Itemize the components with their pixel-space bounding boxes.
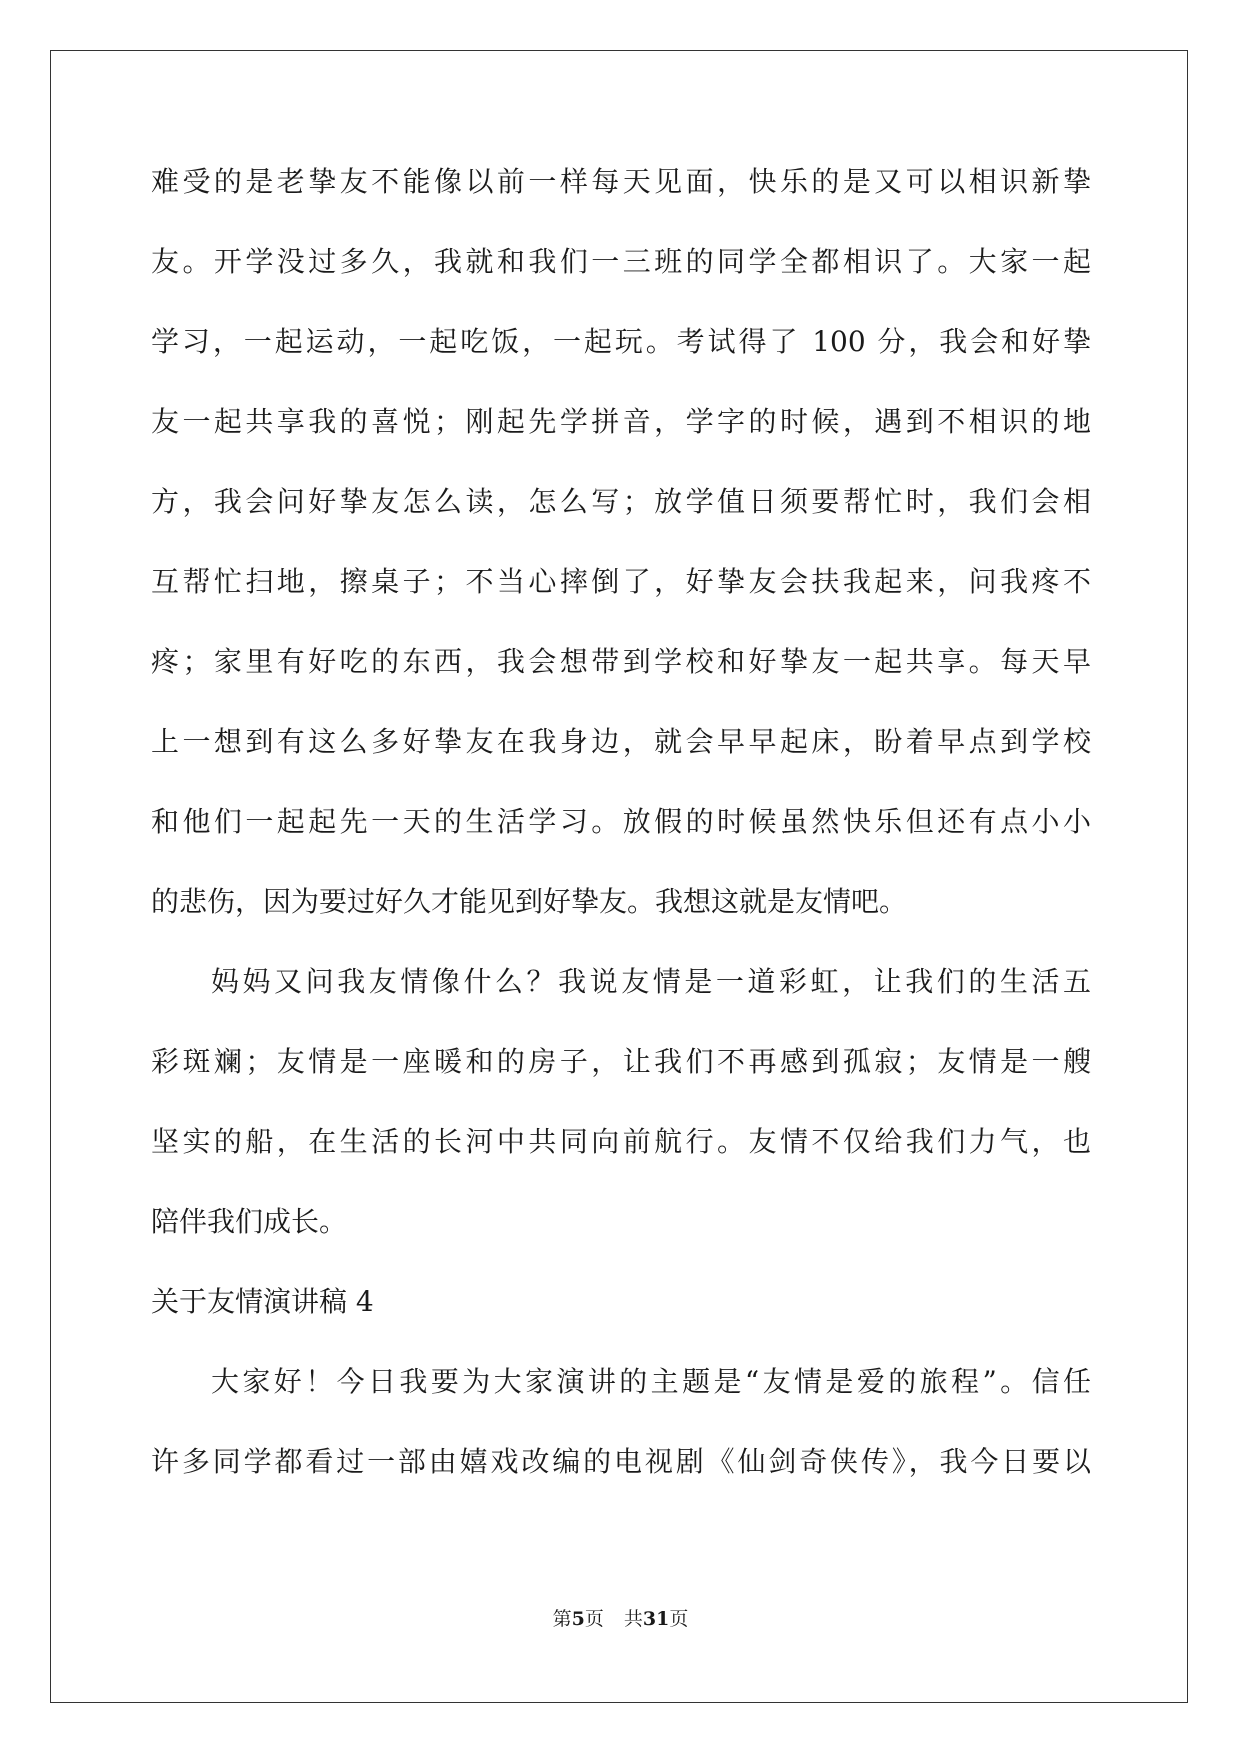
footer-total-prefix: 共: [623, 1608, 643, 1630]
footer-page-suffix: 页: [584, 1608, 604, 1630]
text-line: 的悲伤，因为要过好久才能见到好挚友。我想这就是友情吧。: [151, 885, 908, 918]
footer-total-suffix: 页: [669, 1608, 689, 1630]
section-heading: 关于友情演讲稿 4: [151, 1285, 374, 1318]
text-line: 疼；家里有好吃的东西，我会想带到学校和好挚友一起共享。每天早: [151, 645, 1091, 678]
text-line: 方，我会问好挚友怎么读，怎么写；放学值日须要帮忙时，我们会相: [151, 485, 1091, 518]
text-line: 彩斑斓；友情是一座暖和的房子，让我们不再感到孤寂；友情是一艘: [151, 1045, 1091, 1078]
page-footer: [0, 1607, 1241, 1631]
text-line: 上一想到有这么多好挚友在我身边，就会早早起床，盼着早点到学校: [151, 725, 1091, 758]
footer-page-number: 5: [571, 1608, 585, 1630]
text-line: 许多同学都看过一部由嬉戏改编的电视剧《仙剑奇侠传》，我今日要以: [151, 1445, 1091, 1478]
text-line: 坚实的船，在生活的长河中共同向前航行。友情不仅给我们力气，也: [151, 1125, 1091, 1158]
text-line: 难受的是老挚友不能像以前一样每天见面，快乐的是又可以相识新挚: [151, 165, 1091, 198]
footer-page-prefix: 第: [552, 1608, 572, 1630]
paragraph: [151, 960, 1091, 1280]
text-line: 妈妈又问我友情像什么？我说友情是一道彩虹，让我们的生活五: [211, 965, 1091, 998]
text-line: 学习，一起运动，一起吃饭，一起玩。考试得了 100 分，我会和好挚: [151, 325, 1091, 358]
paragraph: [151, 160, 1091, 960]
text-line: 互帮忙扫地，擦桌子；不当心摔倒了，好挚友会扶我起来，问我疼不: [151, 565, 1091, 598]
footer-total-pages: 31: [642, 1608, 670, 1630]
text-line: 陪伴我们成长。: [151, 1205, 348, 1238]
document-body: [151, 160, 1091, 1520]
paragraph: [151, 1360, 1091, 1520]
text-line: 友。开学没过多久，我就和我们一三班的同学全都相识了。大家一起: [151, 245, 1091, 278]
text-line: 和他们一起起先一天的生活学习。放假的时候虽然快乐但还有点小小: [151, 805, 1091, 838]
text-line: 大家好！今日我要为大家演讲的主题是“友情是爱的旅程”。信任: [211, 1365, 1091, 1398]
text-line: 友一起共享我的喜悦；刚起先学拼音，学字的时候，遇到不相识的地: [151, 405, 1091, 438]
